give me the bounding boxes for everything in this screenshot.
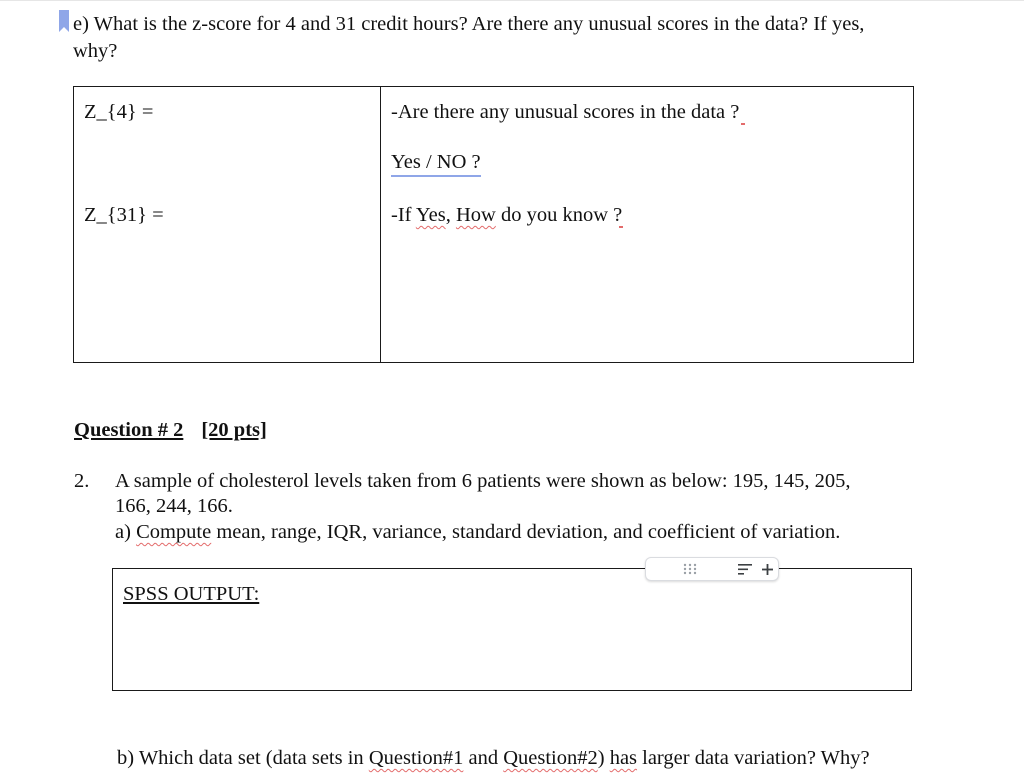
part-b-question2-ref: Question#2	[503, 747, 598, 769]
part-b-rest: larger data variation? Why?	[637, 747, 870, 769]
if-yes-word: Yes	[415, 204, 446, 226]
z31-label[interactable]: Z_{31} =	[84, 204, 164, 226]
spss-label-text: SPSS OUTPUT:	[123, 583, 260, 605]
part-a-rest: mean, range, IQR, variance, standard deviation, and coefficient of variation.	[211, 521, 841, 543]
part-b-question1-ref: Question#1	[368, 747, 464, 769]
part-e-question-line2: why?	[73, 40, 118, 62]
table-column-divider	[380, 86, 381, 363]
page-top-edge	[0, 0, 1024, 1]
question2-text-line1: A sample of cholesterol levels taken from 6 patients were shown as below: 195, 145, 205,	[115, 470, 851, 492]
heading-gap	[183, 417, 201, 443]
table-floating-toolbar	[645, 557, 779, 581]
bookmark-icon[interactable]	[59, 10, 69, 32]
spellcheck-marker	[619, 226, 623, 228]
question2-title: Question # 2	[74, 419, 184, 441]
part-a-question	[115, 519, 840, 545]
z4-label[interactable]: Z_{4} =	[84, 101, 154, 123]
question2-heading	[74, 417, 267, 443]
part-b-close: )	[597, 747, 610, 769]
part-a-compute: Compute	[136, 521, 212, 543]
part-b-has: has	[609, 747, 638, 769]
question2-points: [20 pts]	[201, 419, 267, 441]
spellcheck-marker	[741, 123, 745, 125]
how-word: How	[455, 204, 496, 226]
question2-number: 2.	[74, 470, 90, 492]
question2-text-line2: 166, 244, 166.	[115, 495, 233, 517]
plus-icon[interactable]	[762, 564, 773, 575]
yes-no-answer[interactable]	[391, 149, 481, 175]
if-yes-suffix: do you know ?	[495, 204, 623, 226]
drag-handle-icon[interactable]	[682, 563, 698, 575]
if-yes-sep: ,	[445, 204, 456, 226]
yes-no-text: Yes / NO ?	[391, 151, 481, 177]
part-b-question	[117, 745, 870, 771]
if-yes-prefix: -If	[391, 204, 416, 226]
part-e-question-line1: e) What is the z-score for 4 and 31 credit hours? Are there any unusual scores in the data? If yes,	[73, 13, 865, 35]
unusual-scores-question[interactable]: -Are there any unusual scores in the data ?	[391, 101, 740, 123]
part-a-prefix: a)	[115, 521, 137, 543]
align-icon[interactable]	[738, 564, 752, 575]
part-b-prefix: b) Which data set (data sets in	[117, 747, 369, 769]
spss-output-label	[123, 581, 259, 607]
part-b-mid: and	[463, 747, 504, 769]
if-yes-question[interactable]	[391, 202, 622, 228]
